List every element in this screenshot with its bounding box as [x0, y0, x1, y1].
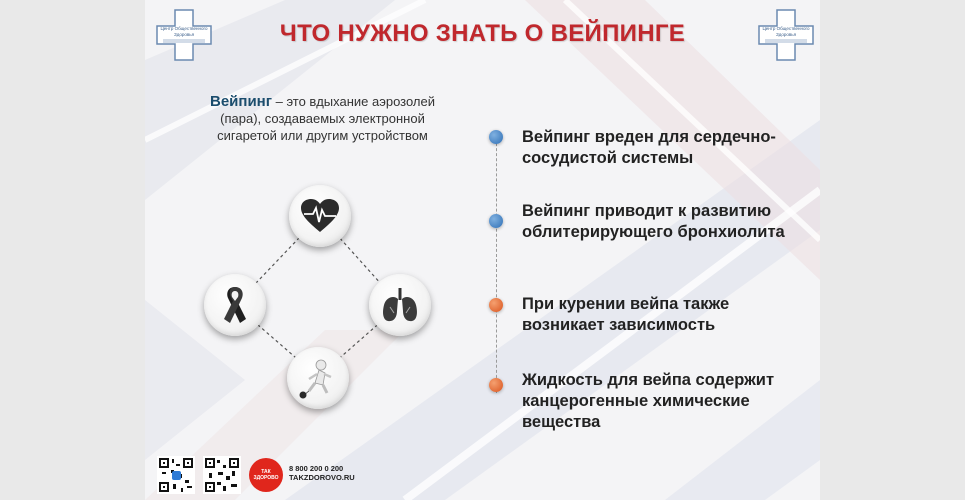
bullet-dot-3 [489, 298, 503, 312]
svg-text:Центр Общественного: Центр Общественного [160, 26, 208, 31]
takzdorovo-badge: ТАК ЗДОРОВО [249, 458, 283, 492]
timeline-line [496, 133, 497, 393]
lungs-icon [380, 287, 420, 323]
lungs-circle [369, 274, 431, 336]
hotline-site[interactable]: TAKZDOROVO.RU [289, 473, 355, 482]
fact-1: Вейпинг вреден для сердечно-сосудистой системы [522, 128, 776, 167]
svg-text:Здоровья: Здоровья [775, 32, 797, 37]
page-title: ЧТО НУЖНО ЗНАТЬ О ВЕЙПИНГЕ [279, 20, 686, 47]
hotline-info [289, 464, 355, 482]
svg-text:Здоровья: Здоровья [173, 32, 195, 37]
fact-4: Жидкость для вейпа содержит канцерогенные химические вещества [522, 371, 775, 431]
qr-code[interactable] [203, 456, 241, 494]
heart-circle [289, 185, 351, 247]
svg-text:Центр Общественного: Центр Общественного [762, 26, 810, 31]
hotline-phone: 8 800 200 0 200 [289, 464, 344, 473]
bullet-dot-2 [489, 214, 503, 228]
ribbon-circle [204, 274, 266, 336]
slide [145, 0, 820, 500]
fact-2: Вейпинг приводит к развитию облитерирующего бронхиолита [522, 202, 785, 241]
chained-figure-circle [287, 347, 349, 409]
definition-text [190, 93, 455, 144]
heart-icon [300, 198, 340, 234]
figure-in-chains-icon [297, 357, 339, 399]
qr-code-vk[interactable] [157, 456, 195, 494]
bullet-dot-4 [489, 378, 503, 392]
definition-body: – это вдыхание аэрозолей (пара), создаваемых электронной сигаретой или другим устройством [217, 94, 436, 143]
icon-diamond [200, 185, 440, 410]
bullet-dot-1 [489, 130, 503, 144]
definition-term: Вейпинг [209, 93, 272, 110]
fact-3: При курении вейпа также возникает зависимость [522, 295, 730, 334]
ribbon-icon [220, 285, 250, 325]
